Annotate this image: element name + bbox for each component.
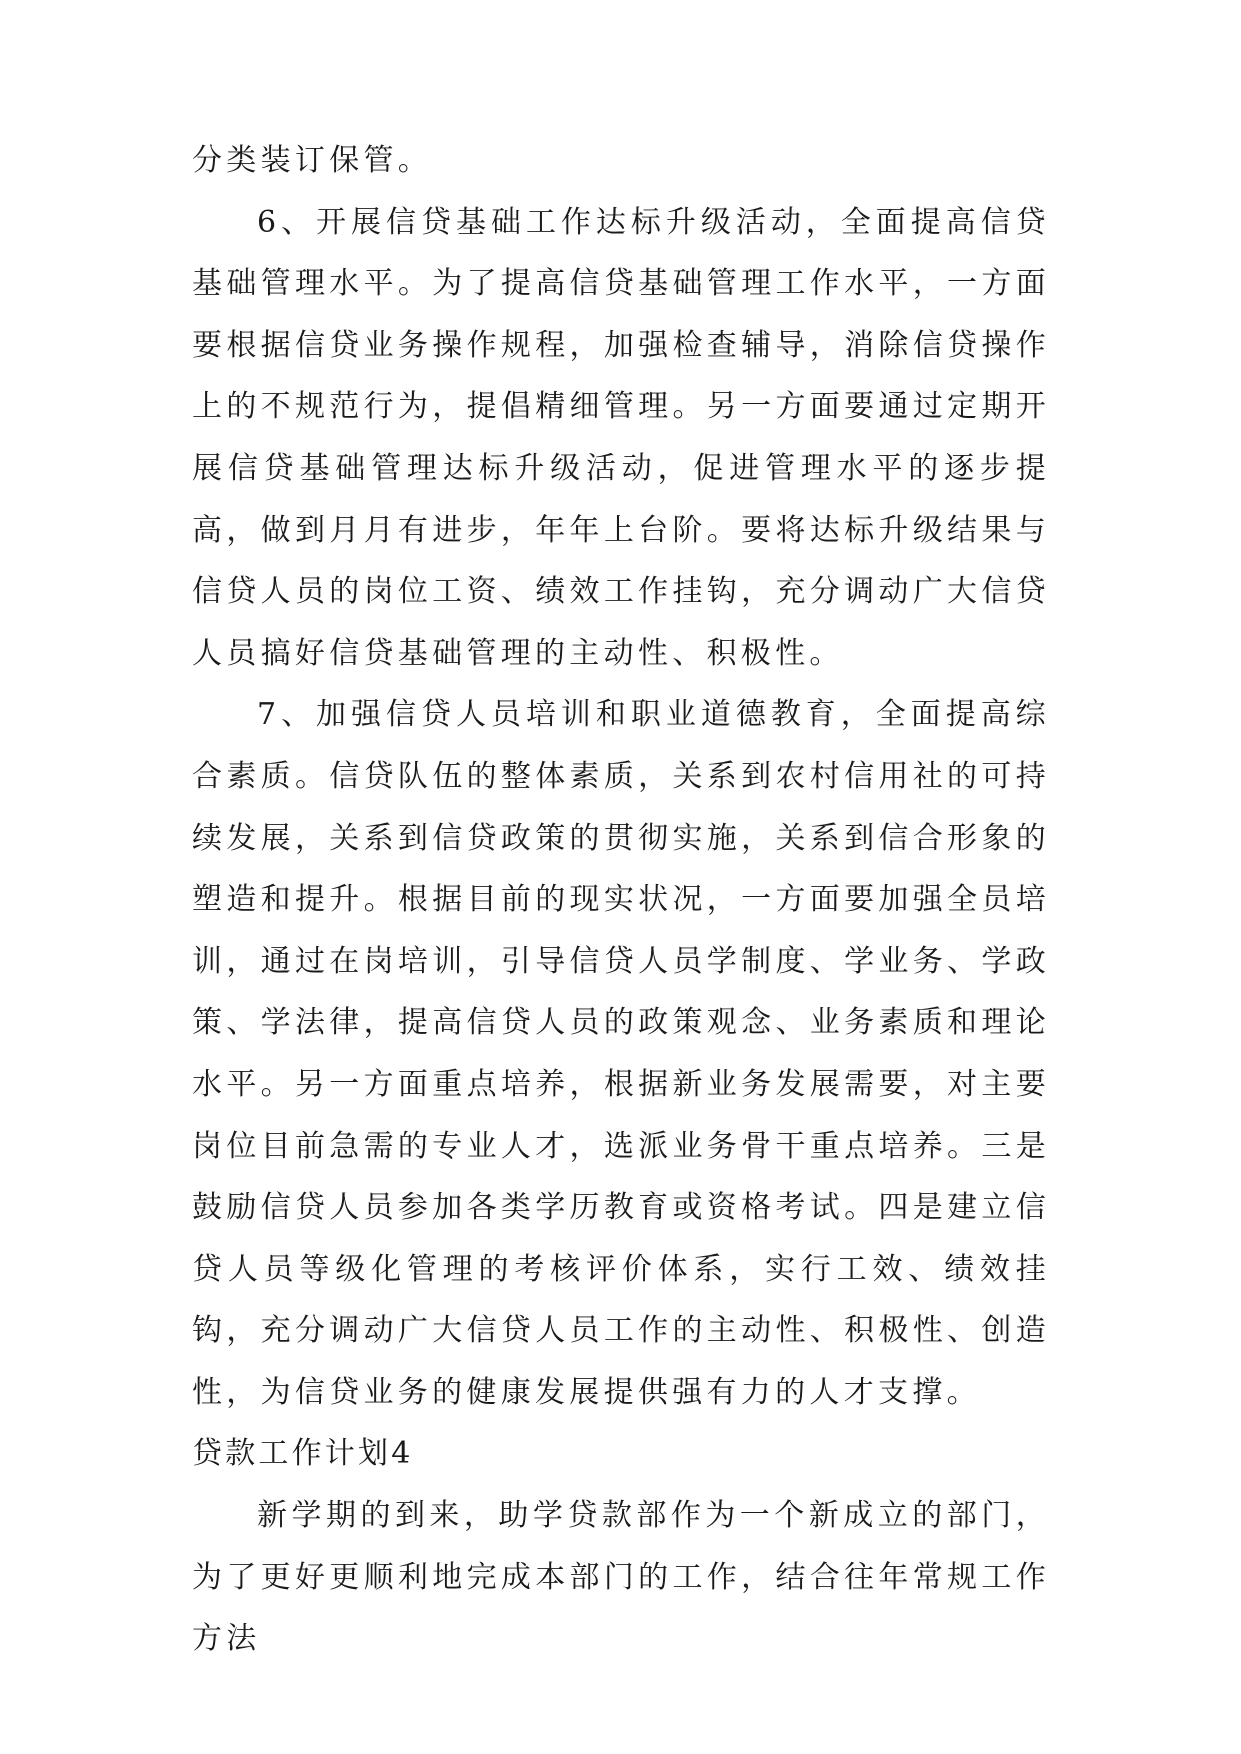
paragraph-item-7: 7、加强信贷人员培训和职业道德教育，全面提高综合素质。信贷队伍的整体素质，关系到农村信用社的可持续发展，关系到信贷政策的贯彻实施，关系到信合形象的塑造和提升。根据目前的现实状况，一方面要加强全员培训，通过在岗培训，引导信贷人员学制度、学业务、学政策、学法律，提高信贷人员的政策观念、业务素质和理论水平。另一方面重点培养，根据新业务发展需要，对主要岗位目前急需的专业人才，选派业务骨干重点培养。三是鼓励信贷人员参加各类学历教育或资格考试。四是建立信贷人员等级化管理的考核评价体系，实行工效、绩效挂钩，充分调动广大信贷人员工作的主动性、积极性、创造性，为信贷业务的健康发展提供强有力的人才支撑。 (192, 697, 1050, 1410)
paragraph-continuation: 分类装订保管。 (192, 143, 433, 178)
paragraph-intro: 新学期的到来，助学贷款部作为一个新成立的部门，为了更好更顺利地完成本部门的工作，结合往年常规工作方法 (192, 1498, 1050, 1657)
section-heading: 贷款工作计划4 (192, 1436, 414, 1472)
paragraph-item-6: 6、开展信贷基础工作达标升级活动，全面提高信贷基础管理水平。为了提高信贷基础管理工作水平，一方面要根据信贷业务操作规程，加强检查辅导，消除信贷操作上的不规范行为，提倡精细管理。另一方面要通过定期开展信贷基础管理达标升级活动，促进管理水平的逐步提高，做到月月有进步，年年上台阶。要将达标升级结果与信贷人员的岗位工资、绩效工作挂钩，充分调动广大信贷人员搞好信贷基础管理的主动性、积极性。 (192, 204, 1050, 671)
document-page (192, 130, 1050, 1670)
